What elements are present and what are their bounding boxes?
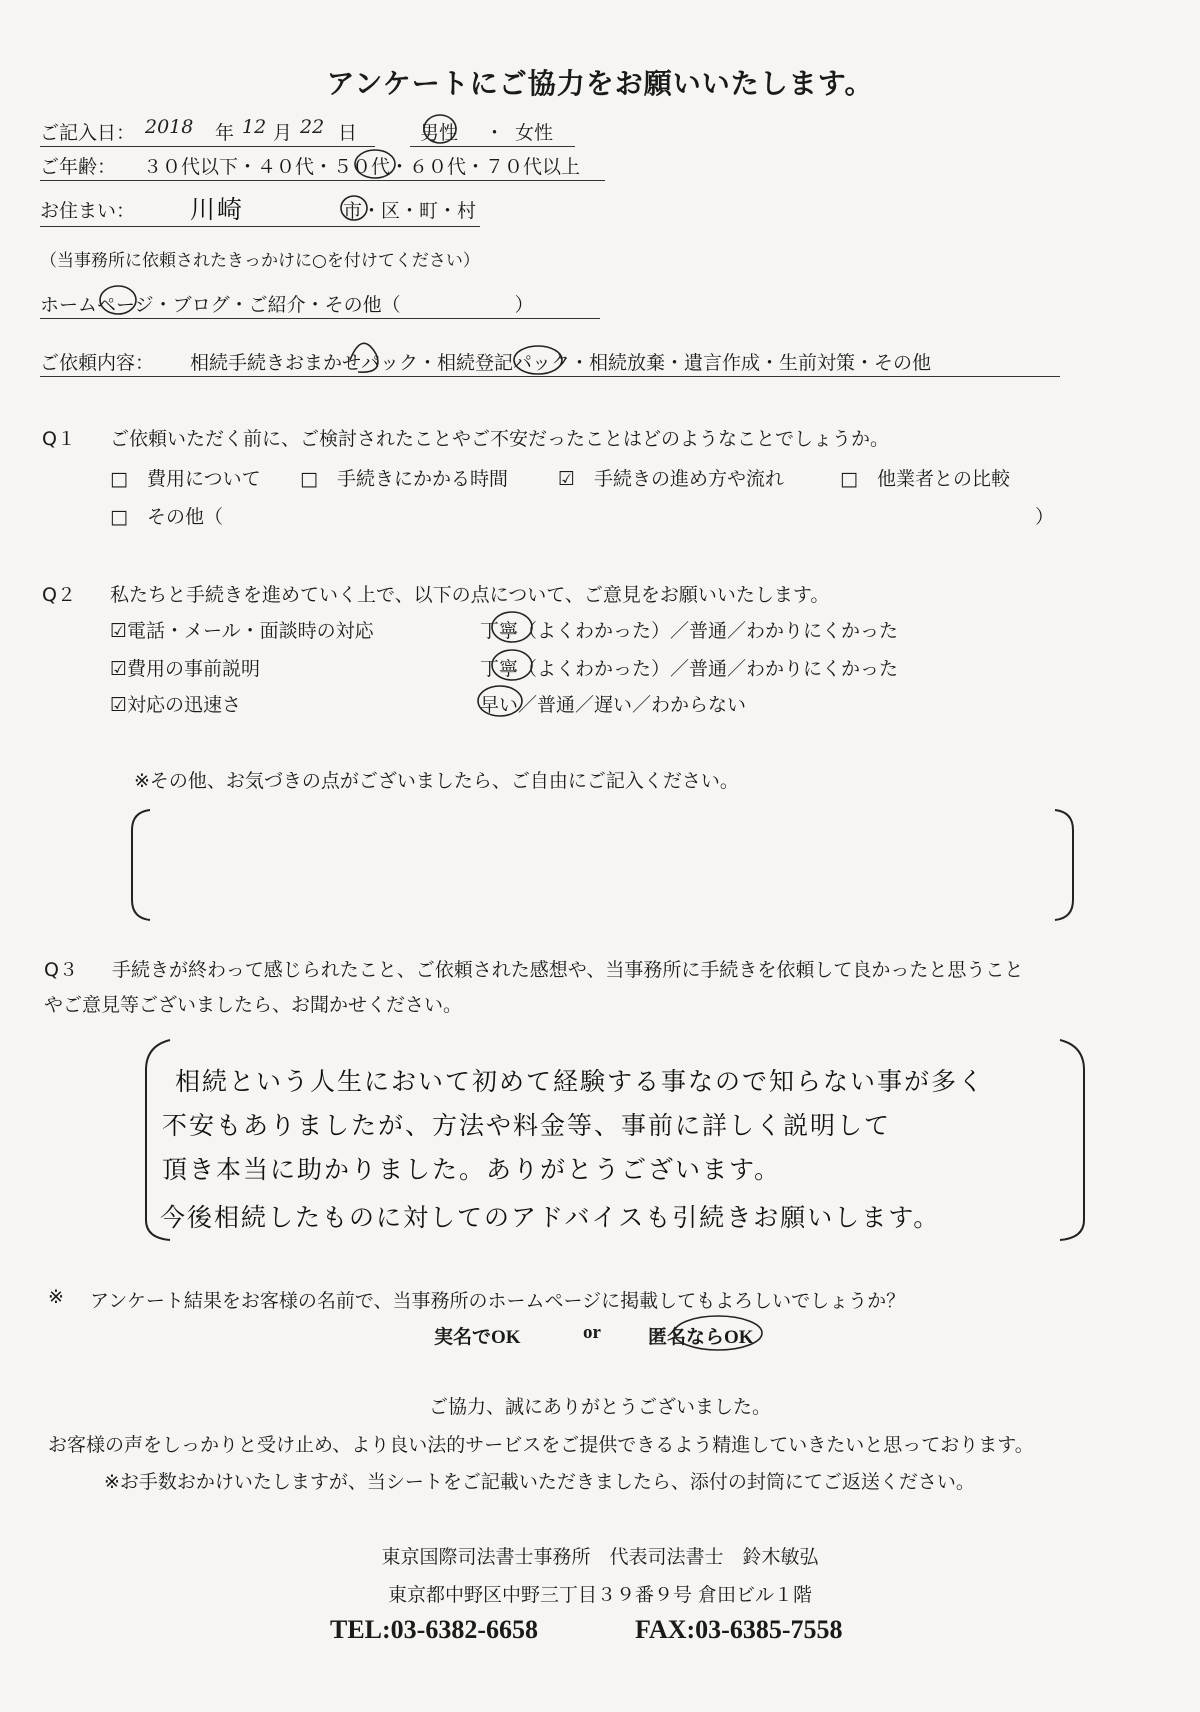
publish-mark: ※ bbox=[48, 1286, 64, 1308]
publish-option-real-name: 実名でOK bbox=[434, 1327, 521, 1348]
closing-thanks: ご協力、誠にありがとうございました。 bbox=[428, 1396, 771, 1418]
closing-message: お客様の声をしっかりと受け止め、より良い法的サービスをご提供できるよう精進していきたいと思っております。 bbox=[48, 1434, 1034, 1456]
q3-question-line1: 手続きが終わって感じられたこと、ご依頼された感想や、当事務所に手続きを依頼して良かったと思うこと bbox=[112, 959, 1024, 981]
q2-item1-options: 丁寧（よくわかった）／普通／わかりにくかった bbox=[480, 620, 899, 642]
q2-item2-label: ☑費用の事前説明 bbox=[110, 658, 261, 680]
q3-answer-line3: 頂き本当に助かりました。ありがとうございます。 bbox=[162, 1155, 782, 1184]
footer-tel: TEL:03-6382-6658 bbox=[330, 1615, 538, 1644]
date-day-value: 22 bbox=[300, 116, 325, 138]
q2-item3-label: ☑対応の迅速さ bbox=[110, 694, 242, 716]
q3-answer-line4: 今後相続したものに対してのアドバイスも引続きお願いします。 bbox=[160, 1203, 941, 1232]
answer-bracket-right bbox=[1060, 1040, 1084, 1240]
age-label: ご年齢： bbox=[40, 156, 117, 178]
age-options: ３０代以下・４０代・５０代・６０代・７０代以上 bbox=[143, 156, 581, 178]
trigger-note: （当事務所に依頼されたきっかけに○を付けてください） bbox=[40, 251, 480, 271]
request-options: 相続手続きおまかせパック・相続登記パック・相続放棄・遺言作成・生前対策・その他 bbox=[190, 352, 932, 374]
q2-item3-options: 早い／普通／遅い／わからない bbox=[480, 694, 747, 716]
footer-address: 東京都中野区中野三丁目３９番９号 倉田ビル１階 bbox=[387, 1584, 813, 1606]
q1-number: Q１ bbox=[42, 428, 76, 450]
age-underline bbox=[40, 180, 605, 181]
date-year-value: 2018 bbox=[145, 116, 194, 138]
q3-number: Q３ bbox=[44, 959, 78, 981]
q3-answer-line1: 相続という人生において初めて経験する事なので知らない事が多く bbox=[175, 1067, 986, 1096]
q1-option-cost: □ 費用について bbox=[110, 468, 261, 490]
q1-option-compare: □ 他業者との比較 bbox=[840, 468, 1010, 490]
publish-question: アンケート結果をお客様の名前で、当事務所のホームページに掲載してもよろしいでしょうか？ bbox=[90, 1290, 906, 1312]
request-underline bbox=[40, 376, 1060, 377]
trigger-underline bbox=[40, 318, 600, 319]
date-label: ご記入日： bbox=[40, 122, 136, 144]
footer-office: 東京国際司法書士事務所 代表司法書士 鈴木敏弘 bbox=[381, 1546, 819, 1568]
date-underline bbox=[40, 146, 375, 147]
q2-question: 私たちと手続きを進めていく上で、以下の点について、ご意見をお願いいたします。 bbox=[110, 584, 830, 606]
q1-option-process: ☑ 手続きの進め方や流れ bbox=[558, 468, 785, 490]
gender-female-option: 女性 bbox=[515, 122, 554, 144]
address-label: お住まい： bbox=[40, 200, 136, 222]
q3-question-line2: やご意見等ございましたら、お聞かせください。 bbox=[44, 994, 463, 1016]
footer-fax: FAX:03-6385-7558 bbox=[635, 1615, 843, 1644]
comment-bracket-right bbox=[1055, 810, 1073, 920]
q1-question: ご依頼いただく前に、ご検討されたことやご不安だったことはどのようなことでしょうか。 bbox=[110, 428, 890, 450]
date-month-value: 12 bbox=[242, 116, 267, 138]
survey-title: アンケートにご協力をお願いいたします。 bbox=[326, 67, 874, 100]
date-day-unit: 日 bbox=[338, 122, 358, 144]
q2-item1-label: ☑電話・メール・面談時の対応 bbox=[110, 620, 374, 642]
q1-option-time: □ 手続きにかかる時間 bbox=[300, 468, 508, 490]
q2-number: Q２ bbox=[42, 584, 76, 606]
closing-return-note: ※お手数おかけいたしますが、当シートをご記載いただきましたら、添付の封筒にてご返送ください。 bbox=[104, 1471, 975, 1493]
address-city-value: 川崎 bbox=[190, 195, 245, 224]
address-units: 市・区・町・村 bbox=[343, 200, 477, 222]
q2-other-note: ※その他、お気づきの点がございましたら、ご自由にご記入ください。 bbox=[134, 770, 739, 792]
q3-answer-line2: 不安もありましたが、方法や料金等、事前に詳しく説明して bbox=[162, 1111, 892, 1140]
gender-male-option: 男性 bbox=[420, 122, 459, 144]
publish-or: or bbox=[583, 1322, 601, 1343]
request-label: ご依頼内容： bbox=[40, 352, 155, 374]
q1-option-other: □ その他（ bbox=[110, 506, 223, 528]
publish-option-anonymous: 匿名ならOK bbox=[648, 1327, 754, 1348]
q2-item2-options: 丁寧（よくわかった）／普通／わかりにくかった bbox=[480, 658, 899, 680]
trigger-options: ホームページ・ブログ・ご紹介・その他（ ） bbox=[40, 294, 534, 316]
date-year-unit: 年 bbox=[215, 122, 235, 144]
gender-separator: ・ bbox=[485, 122, 505, 144]
date-month-unit: 月 bbox=[273, 122, 293, 144]
comment-bracket-left bbox=[132, 810, 150, 920]
address-underline bbox=[40, 226, 480, 227]
gender-underline bbox=[410, 146, 575, 147]
q1-option-other-close: ） bbox=[1035, 506, 1055, 528]
